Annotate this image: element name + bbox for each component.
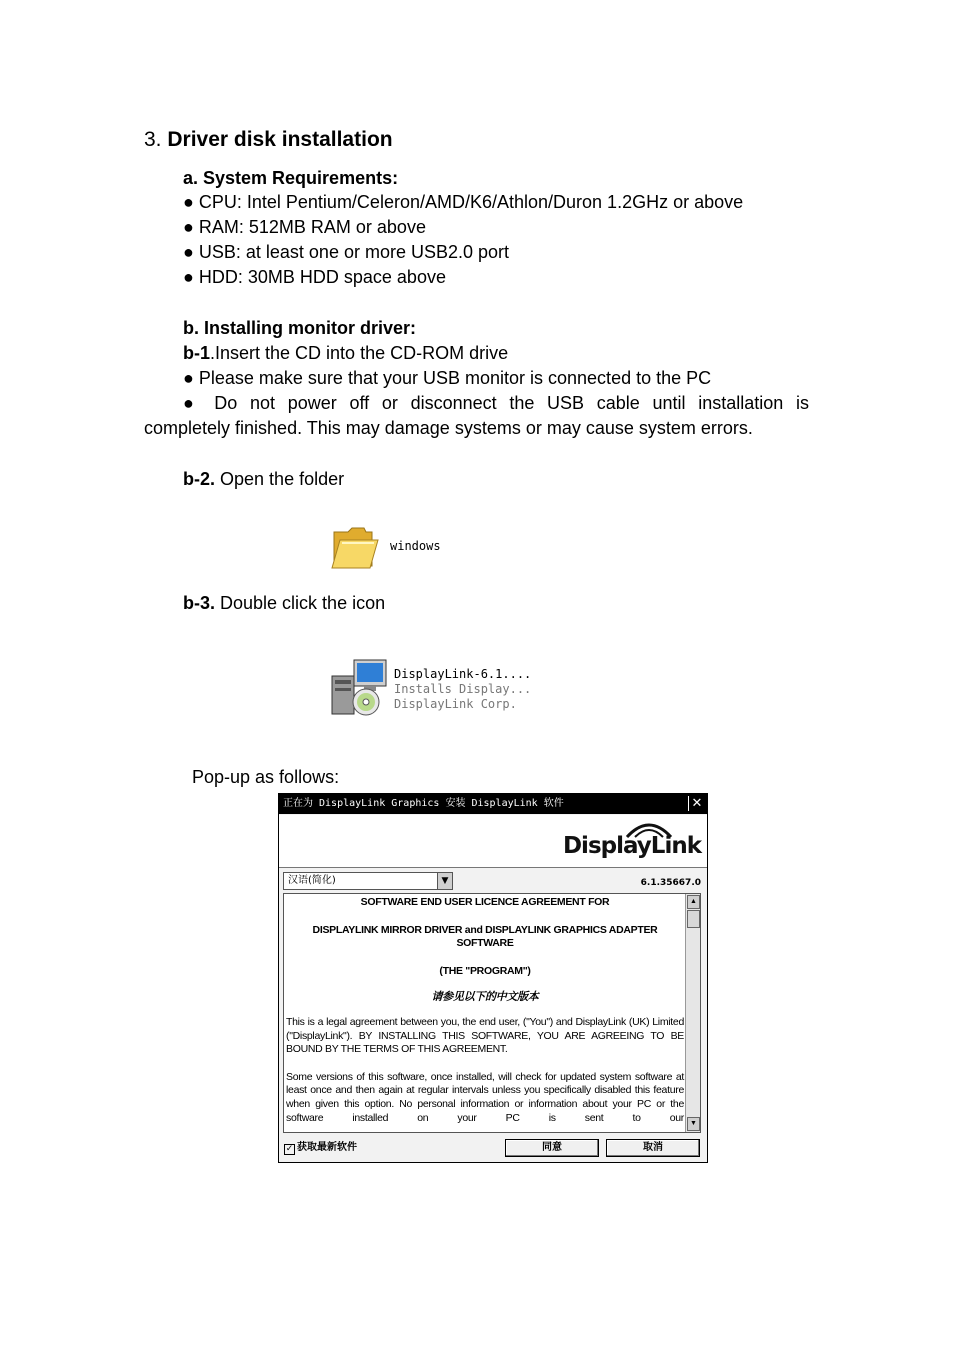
installer-dialog bbox=[278, 793, 708, 1163]
folder-name[interactable]: windows bbox=[390, 539, 441, 553]
license-textbox[interactable] bbox=[283, 893, 701, 1133]
license-heading-2: DISPLAYLINK MIRROR DRIVER and DISPLAYLINK GRAPHICS ADAPTER SOFTWARE bbox=[312, 923, 658, 950]
scroll-thumb[interactable] bbox=[687, 910, 700, 928]
get-latest-checkbox[interactable] bbox=[284, 1138, 357, 1155]
dialog-titlebar bbox=[279, 794, 707, 814]
requirement-usb: ● USB: at least one or more USB2.0 port bbox=[183, 242, 510, 262]
installer-company: DisplayLink Corp. bbox=[394, 697, 517, 711]
close-icon[interactable]: ✕ bbox=[688, 796, 705, 811]
dialog-header bbox=[279, 815, 707, 868]
bullet-do-not-disconnect-cont: completely finished. This may damage systems or may cause system errors. bbox=[144, 418, 753, 438]
requirement-ram: ● RAM: 512MB RAM or above bbox=[183, 217, 426, 237]
dialog-title: 正在为 DisplayLink Graphics 安装 DisplayLink 软件 bbox=[283, 798, 564, 809]
installing-heading: b. Installing monitor driver: bbox=[183, 318, 417, 338]
license-scrollbar[interactable] bbox=[685, 894, 700, 1132]
step-b2-label: b-2. bbox=[183, 469, 216, 489]
checkbox-label: 获取最新软件 bbox=[297, 1142, 357, 1153]
step-b2 bbox=[183, 467, 344, 492]
step-b3-label: b-3. bbox=[183, 593, 216, 613]
checkbox-check-icon[interactable]: ✓ bbox=[285, 1144, 294, 1154]
installer-icon[interactable] bbox=[330, 658, 390, 718]
license-text bbox=[286, 896, 684, 1125]
bullet-usb-connected: ● Please make sure that your USB monitor is connected to the PC bbox=[183, 368, 712, 388]
language-value: 汉语(简化) bbox=[288, 875, 336, 886]
bullet-do-not-disconnect: ● Do not power off or disconnect the USB cable until installation is bbox=[183, 393, 809, 413]
installer-description: Installs Display... bbox=[394, 682, 532, 696]
step-b1-text: .Insert the CD into the CD-ROM drive bbox=[210, 343, 509, 363]
step-b2-text: Open the folder bbox=[215, 469, 345, 489]
displaylink-logo: DisplayLink bbox=[562, 833, 701, 859]
requirement-cpu: ● CPU: Intel Pentium/Celeron/AMD/K6/Athlon/Duron 1.2GHz or above bbox=[183, 192, 744, 212]
step-b1-label: b-1 bbox=[183, 343, 210, 363]
accept-button[interactable]: 同意 bbox=[505, 1139, 599, 1157]
chevron-down-icon[interactable]: ▼ bbox=[437, 873, 452, 889]
folder-icon[interactable] bbox=[330, 524, 380, 572]
scroll-up-icon[interactable]: ▲ bbox=[687, 895, 700, 909]
section-title-text: Driver disk installation bbox=[167, 128, 393, 151]
version-label: 6.1.35667.0 bbox=[640, 878, 701, 888]
section-title bbox=[144, 126, 393, 154]
scroll-down-icon[interactable]: ▼ bbox=[687, 1117, 700, 1131]
installer-name: DisplayLink-6.1.... bbox=[394, 667, 532, 681]
step-b1 bbox=[183, 341, 508, 366]
step-b3 bbox=[183, 591, 385, 616]
license-chinese-note: 请参见以下的中文版本 bbox=[431, 990, 539, 1004]
license-para-1: This is a legal agreement between you, the end user, ("You") and DisplayLink (UK) Limited ("DisplayLink"). BY INSTALLING THIS SOFTWARE, YOU ARE AGREEING TO BE BOUND BY THE TERMS OF THIS AGREEMENT. bbox=[286, 1015, 684, 1056]
license-heading-3: (THE "PROGRAM") bbox=[439, 964, 531, 977]
license-heading-1: SOFTWARE END USER LICENCE AGREEMENT FOR bbox=[360, 896, 610, 908]
step-b3-text: Double click the icon bbox=[215, 593, 386, 613]
cancel-button[interactable]: 取消 bbox=[606, 1139, 700, 1157]
section-number: 3. bbox=[144, 128, 162, 151]
installer-label[interactable] bbox=[394, 667, 531, 712]
requirements-heading: a. System Requirements: bbox=[183, 168, 399, 188]
popup-caption: Pop-up as follows: bbox=[192, 767, 340, 787]
language-select[interactable] bbox=[283, 872, 453, 890]
requirement-hdd: ● HDD: 30MB HDD space above bbox=[183, 267, 446, 287]
license-para-2: Some versions of this software, once installed, will check for updated system software at least once and then again at regular intervals unless you specifically disabled this feature when given this option. No personal information or information about your PC or the software installed on your PC is sent to our bbox=[286, 1070, 684, 1124]
